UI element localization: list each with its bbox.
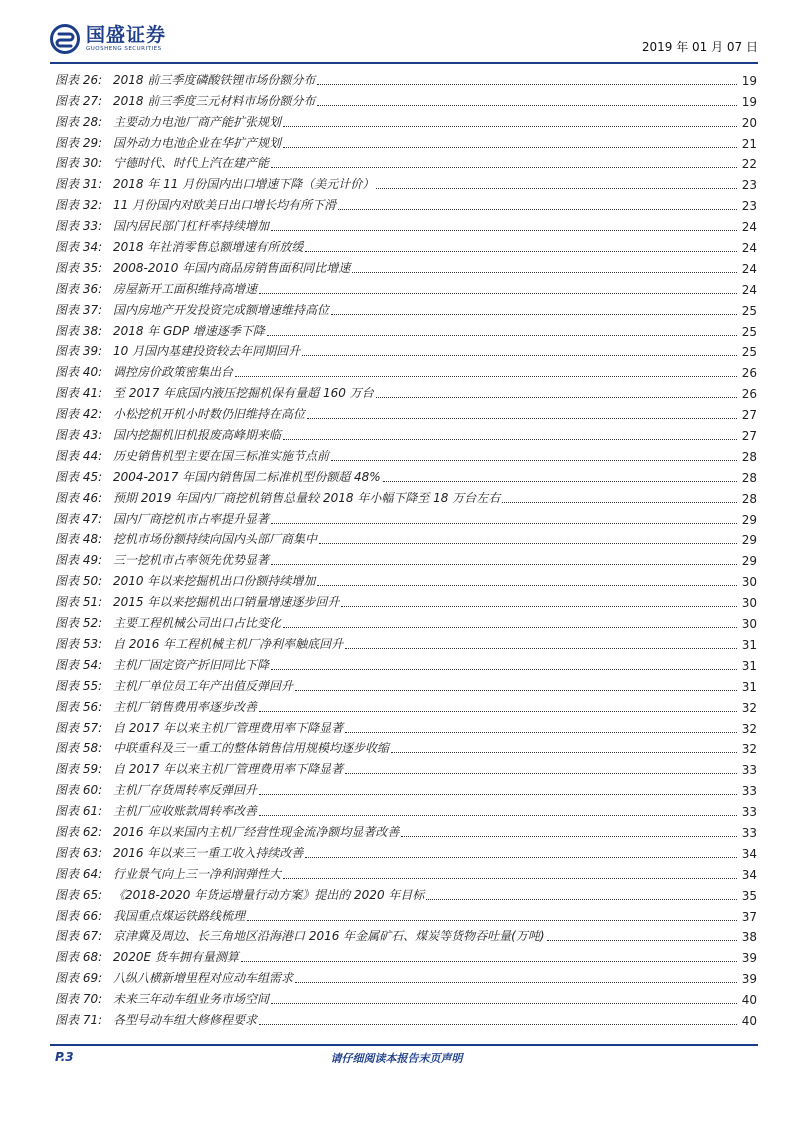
toc-entry-label: 图表 38: [55, 323, 103, 338]
toc-entry-page: 31 [741, 679, 757, 694]
toc-entry-title: 中联重科及三一重工的整体销售信用规模均逐步收缩 [113, 741, 390, 756]
toc-entry-label: 图表 48: [55, 532, 103, 547]
toc-dot-leader [383, 481, 737, 482]
toc-entry-page: 25 [741, 303, 757, 318]
toc-dot-leader [271, 167, 737, 168]
toc-entry[interactable] [55, 339, 757, 360]
toc-entry-label: 图表 59: [55, 762, 103, 777]
toc-dot-leader [331, 314, 737, 315]
toc-entry[interactable] [55, 547, 757, 568]
toc-entry-title: 自 2017 年以来主机厂管理费用率下降显著 [113, 762, 344, 777]
toc-entry-title: 国外动力电池企业在华扩产规划 [113, 135, 282, 150]
toc-entry-label: 图表 41: [55, 386, 103, 401]
toc-entry-page: 34 [741, 846, 757, 861]
toc-dot-leader [317, 84, 737, 85]
toc-dot-leader [345, 773, 737, 774]
toc-entry-label: 图表 28: [55, 114, 103, 129]
toc-entry-page: 23 [741, 199, 757, 214]
toc-entry[interactable] [55, 840, 757, 861]
toc-entry[interactable] [55, 589, 757, 610]
toc-entry-title: 小松挖机开机小时数仍旧维持在高位 [113, 407, 306, 422]
toc-entry-label: 图表 71: [55, 1012, 103, 1027]
toc-entry-title: 2018 前三季度三元材料市场份额分布 [113, 93, 316, 108]
toc-entry-label: 图表 47: [55, 511, 103, 526]
toc-dot-leader [376, 188, 737, 189]
toc-entry-label: 图表 30: [55, 156, 103, 171]
toc-dot-leader [547, 940, 737, 941]
toc-entry-title: 我国重点煤运铁路线梳理 [113, 908, 246, 923]
toc-dot-leader [259, 293, 737, 294]
toc-entry[interactable] [55, 151, 757, 172]
toc-entry-title: 至 2017 年底国内液压挖掘机保有量超 160 万台 [113, 386, 374, 401]
toc-entry-page: 32 [741, 742, 757, 757]
toc-entry-title: 主要工程机械公司出口占比变化 [113, 616, 282, 631]
toc-entry-title: 挖机市场份额持续向国内头部厂商集中 [113, 532, 318, 547]
toc-entry-title: 国内居民部门杠杆率持续增加 [113, 219, 270, 234]
toc-entry[interactable] [55, 756, 757, 777]
toc-entry-title: 2018 年社消零售总额增速有所放缓 [113, 240, 304, 255]
toc-dot-leader [502, 502, 737, 503]
toc-dot-leader [345, 648, 737, 649]
toc-entry-label: 图表 36: [55, 281, 103, 296]
toc-dot-leader [271, 1003, 737, 1004]
toc-entry-title: 2008-2010 年国内商品房销售面积同比增速 [113, 260, 351, 275]
toc-entry-label: 图表 70: [55, 992, 103, 1007]
toc-entry[interactable] [55, 67, 757, 88]
toc-entry[interactable] [55, 171, 757, 192]
toc-dot-leader [376, 397, 737, 398]
toc-dot-leader [271, 564, 737, 565]
toc-entry-page: 40 [741, 993, 757, 1008]
toc-entry-title: 预期 2019 年国内厂商挖机销售总量较 2018 年小幅下降至 18 万台左右 [113, 490, 501, 505]
toc-entry-title: 未来三年动车组业务市场空间 [113, 992, 270, 1007]
toc-dot-leader [259, 794, 737, 795]
toc-entry[interactable] [55, 924, 757, 945]
toc-dot-leader [267, 335, 737, 336]
toc-entry-label: 图表 40: [55, 365, 103, 380]
toc-entry-label: 图表 52: [55, 616, 103, 631]
toc-entry-title: 10 月国内基建投资较去年同期回升 [113, 344, 301, 359]
footer-divider [50, 1044, 758, 1046]
toc-dot-leader [305, 251, 737, 252]
toc-entry-label: 图表 44: [55, 448, 103, 463]
toc-entry[interactable] [55, 861, 757, 882]
toc-entry-page: 33 [741, 763, 757, 778]
toc-entry-label: 图表 58: [55, 741, 103, 756]
toc-entry-page: 27 [741, 429, 757, 444]
toc-entry[interactable] [55, 777, 757, 798]
toc-entry-page: 20 [741, 115, 757, 130]
toc-entry-title: 自 2017 年以来主机厂管理费用率下降显著 [113, 720, 344, 735]
toc-entry-label: 图表 45: [55, 469, 103, 484]
toc-entry-title: 历史销售机型主要在国三标准实施节点前 [113, 448, 330, 463]
toc-entry-page: 33 [741, 825, 757, 840]
toc-entry-label: 图表 31: [55, 177, 103, 192]
toc-entry[interactable] [55, 192, 757, 213]
toc-entry-page: 21 [741, 136, 757, 151]
toc-dot-leader [283, 147, 737, 148]
toc-entry-label: 图表 66: [55, 908, 103, 923]
report-date: 2019 年 01 月 07 日 [641, 40, 758, 54]
toc-dot-leader [319, 543, 737, 544]
toc-entry-title: 主机厂销售费用率逐步改善 [113, 699, 258, 714]
toc-entry-page: 30 [741, 575, 757, 590]
toc-entry[interactable] [55, 527, 757, 548]
toc-entry-page: 25 [741, 345, 757, 360]
toc-entry-label: 图表 29: [55, 135, 103, 150]
toc-entry[interactable] [55, 255, 757, 276]
toc-dot-leader [305, 857, 737, 858]
toc-entry-label: 图表 49: [55, 553, 103, 568]
toc-entry-page: 40 [741, 1013, 757, 1028]
toc-entry-label: 图表 37: [55, 302, 103, 317]
toc-entry[interactable] [55, 736, 757, 757]
toc-entry-page: 27 [741, 408, 757, 423]
toc-entry[interactable] [55, 903, 757, 924]
toc-entry-title: 调控房价政策密集出台 [113, 365, 234, 380]
toc-entry[interactable] [55, 819, 757, 840]
toc-entry-label: 图表 34: [55, 240, 103, 255]
toc-entry[interactable] [55, 568, 757, 589]
toc-entry[interactable] [55, 944, 757, 965]
toc-entry-label: 图表 46: [55, 490, 103, 505]
toc-entry-title: 2015 年以来挖掘机出口销量增速逐步回升 [113, 595, 340, 610]
toc-entry-title: 2010 年以来挖掘机出口份额持续增加 [113, 574, 316, 589]
toc-entry[interactable] [55, 276, 757, 297]
toc-entry-page: 24 [741, 241, 757, 256]
toc-dot-leader [283, 439, 737, 440]
toc-entry-label: 图表 60: [55, 783, 103, 798]
toc-entry-page: 19 [741, 94, 757, 109]
toc-entry-title: 11 月份国内对欧美日出口增长均有所下滑 [113, 198, 337, 213]
page-header [50, 22, 758, 62]
toc-entry-label: 图表 57: [55, 720, 103, 735]
toc-entry-page: 22 [741, 157, 757, 172]
toc-dot-leader [302, 355, 737, 356]
toc-entry-page: 39 [741, 951, 757, 966]
toc-entry-title: 2018 年 GDP 增速逐季下降 [113, 323, 265, 338]
toc-entry[interactable] [55, 443, 757, 464]
company-logo [50, 22, 166, 56]
toc-entry-page: 28 [741, 491, 757, 506]
toc-dot-leader [271, 523, 737, 524]
toc-entry-label: 图表 67: [55, 929, 103, 944]
toc-entry-page: 32 [741, 721, 757, 736]
toc-entry[interactable] [55, 234, 757, 255]
toc-entry-page: 32 [741, 700, 757, 715]
toc-entry[interactable] [55, 986, 757, 1007]
toc-entry[interactable] [55, 213, 757, 234]
toc-entry-title: 八纵八横新增里程对应动车组需求 [113, 971, 294, 986]
toc-entry[interactable] [55, 506, 757, 527]
toc-dot-leader [235, 376, 737, 377]
toc-entry-label: 图表 63: [55, 845, 103, 860]
toc-entry-title: 国内挖掘机旧机报废高峰期来临 [113, 428, 282, 443]
toc-entry-page: 24 [741, 282, 757, 297]
toc-dot-leader [295, 982, 737, 983]
toc-dot-leader [271, 230, 737, 231]
toc-entry-title: 主机厂应收账款周转率改善 [113, 804, 258, 819]
guosheng-logo-icon [50, 24, 80, 54]
toc-entry-page: 24 [741, 220, 757, 235]
toc-dot-leader [331, 460, 737, 461]
toc-entry-label: 图表 69: [55, 971, 103, 986]
toc-entry[interactable] [55, 401, 757, 422]
toc-dot-leader [283, 627, 737, 628]
toc-entry-label: 图表 39: [55, 344, 103, 359]
toc-entry-page: 23 [741, 178, 757, 193]
toc-entry[interactable] [55, 882, 757, 903]
toc-entry-page: 37 [741, 909, 757, 924]
toc-entry-label: 图表 32: [55, 198, 103, 213]
toc-dot-leader [259, 711, 737, 712]
toc-entry-page: 39 [741, 972, 757, 987]
toc-entry-page: 26 [741, 387, 757, 402]
toc-entry[interactable] [55, 359, 757, 380]
toc-dot-leader [317, 585, 737, 586]
toc-entry-label: 图表 27: [55, 93, 103, 108]
toc-entry-title: 房屋新开工面积维持高增速 [113, 281, 258, 296]
toc-dot-leader [283, 126, 737, 127]
header-divider [50, 62, 758, 64]
toc-entry-title: 2018 前三季度磷酸铁锂市场份额分布 [113, 72, 316, 87]
toc-entry[interactable] [55, 715, 757, 736]
toc-entry[interactable] [55, 130, 757, 151]
toc-entry-label: 图表 62: [55, 824, 103, 839]
toc-dot-leader [295, 690, 737, 691]
toc-entry-title: 国内厂商挖机市占率提升显著 [113, 511, 270, 526]
toc-entry[interactable] [55, 631, 757, 652]
toc-entry-label: 图表 50: [55, 574, 103, 589]
toc-entry-page: 30 [741, 596, 757, 611]
toc-entry[interactable] [55, 297, 757, 318]
toc-dot-leader [338, 209, 737, 210]
toc-entry-title: 主机厂存货周转率反弹回升 [113, 783, 258, 798]
toc-entry-page: 25 [741, 324, 757, 339]
toc-entry-page: 19 [741, 73, 757, 88]
toc-entry[interactable] [55, 965, 757, 986]
toc-entry-title: 各型号动车组大修修程要求 [113, 1012, 258, 1027]
toc-entry[interactable] [55, 318, 757, 339]
toc-entry-label: 图表 51: [55, 595, 103, 610]
toc-entry-title: 主机厂固定资产折旧同比下降 [113, 657, 270, 672]
toc-entry-label: 图表 56: [55, 699, 103, 714]
toc-entry-page: 33 [741, 784, 757, 799]
toc-entry-label: 图表 53: [55, 636, 103, 651]
disclaimer-note: 请仔细阅读本报告末页声明 [330, 1052, 463, 1065]
toc-entry-title: 《2018-2020 年货运增量行动方案》提出的 2020 年目标 [113, 887, 425, 902]
toc-dot-leader [283, 878, 737, 879]
page-number: P.3 [55, 1050, 74, 1064]
toc-entry-label: 图表 64: [55, 866, 103, 881]
toc-entry-title: 2020E 货车拥有量测算 [113, 950, 239, 965]
toc-entry-title: 主要动力电池厂商产能扩张规划 [113, 114, 282, 129]
toc-entry-title: 2016 年以来国内主机厂经营性现金流净额均显著改善 [113, 824, 400, 839]
toc-entry-page: 38 [741, 930, 757, 945]
toc-entry-page: 35 [741, 888, 757, 903]
toc-entry-label: 图表 42: [55, 407, 103, 422]
toc-entry-title: 国内房地产开发投资完成额增速维持高位 [113, 302, 330, 317]
toc-entry[interactable] [55, 422, 757, 443]
toc-entry-page: 31 [741, 658, 757, 673]
toc-dot-leader [391, 752, 737, 753]
toc-dot-leader [345, 732, 737, 733]
toc-entry[interactable] [55, 1007, 757, 1028]
toc-entry-page: 29 [741, 512, 757, 527]
toc-entry-page: 26 [741, 366, 757, 381]
toc-entry-title: 京津冀及周边、长三角地区沿海港口 2016 年金属矿石、煤炭等货物吞吐量(万吨) [113, 929, 545, 944]
toc-entry-label: 图表 68: [55, 950, 103, 965]
toc-entry-page: 33 [741, 805, 757, 820]
toc-entry-title: 2018 年 11 月份国内出口增速下降（美元计价） [113, 177, 375, 192]
toc-entry-label: 图表 26: [55, 72, 103, 87]
toc-entry-title: 2016 年以来三一重工收入持续改善 [113, 845, 304, 860]
toc-entry-title: 主机厂单位员工年产出值反弹回升 [113, 678, 294, 693]
logo-chinese-name: 国盛证券 [86, 24, 167, 46]
toc-entry-page: 31 [741, 637, 757, 652]
toc-entry-title: 宁德时代、时代上汽在建产能 [113, 156, 270, 171]
toc-entry-label: 图表 55: [55, 678, 103, 693]
toc-dot-leader [247, 920, 737, 921]
toc-entry-label: 图表 43: [55, 428, 103, 443]
toc-entry-page: 28 [741, 470, 757, 485]
logo-english-name: GUOSHENG SECURITIES [86, 46, 162, 52]
toc-dot-leader [307, 418, 737, 419]
toc-entry-title: 自 2016 年工程机械主机厂净利率触底回升 [113, 636, 344, 651]
toc-entry[interactable] [55, 380, 757, 401]
toc-dot-leader [241, 961, 737, 962]
toc-entry-label: 图表 33: [55, 219, 103, 234]
toc-entry[interactable] [55, 798, 757, 819]
toc-entry-label: 图表 54: [55, 657, 103, 672]
toc-entry-page: 34 [741, 867, 757, 882]
toc-entry-label: 图表 61: [55, 804, 103, 819]
toc-entry-title: 三一挖机市占率领先优势显著 [113, 553, 270, 568]
toc-entry[interactable] [55, 652, 757, 673]
toc-dot-leader [259, 815, 737, 816]
toc-entry-page: 29 [741, 533, 757, 548]
figure-index-list [55, 67, 757, 1028]
toc-dot-leader [271, 669, 737, 670]
toc-entry[interactable] [55, 694, 757, 715]
toc-dot-leader [341, 606, 737, 607]
toc-entry-label: 图表 35: [55, 260, 103, 275]
toc-dot-leader [352, 272, 737, 273]
toc-entry-title: 行业景气向上三一净利润弹性大 [113, 866, 282, 881]
toc-dot-leader [259, 1024, 737, 1025]
toc-entry[interactable] [55, 109, 757, 130]
toc-entry[interactable] [55, 88, 757, 109]
toc-entry[interactable] [55, 464, 757, 485]
toc-entry-page: 29 [741, 554, 757, 569]
toc-entry[interactable] [55, 610, 757, 631]
toc-entry-label: 图表 65: [55, 887, 103, 902]
toc-entry-page: 30 [741, 617, 757, 632]
toc-entry-title: 2004-2017 年国内销售国二标准机型份额超 48% [113, 469, 381, 484]
toc-dot-leader [401, 836, 737, 837]
toc-entry-page: 28 [741, 449, 757, 464]
toc-entry[interactable] [55, 673, 757, 694]
toc-dot-leader [317, 105, 737, 106]
toc-entry[interactable] [55, 485, 757, 506]
toc-entry-page: 24 [741, 261, 757, 276]
toc-dot-leader [426, 899, 737, 900]
